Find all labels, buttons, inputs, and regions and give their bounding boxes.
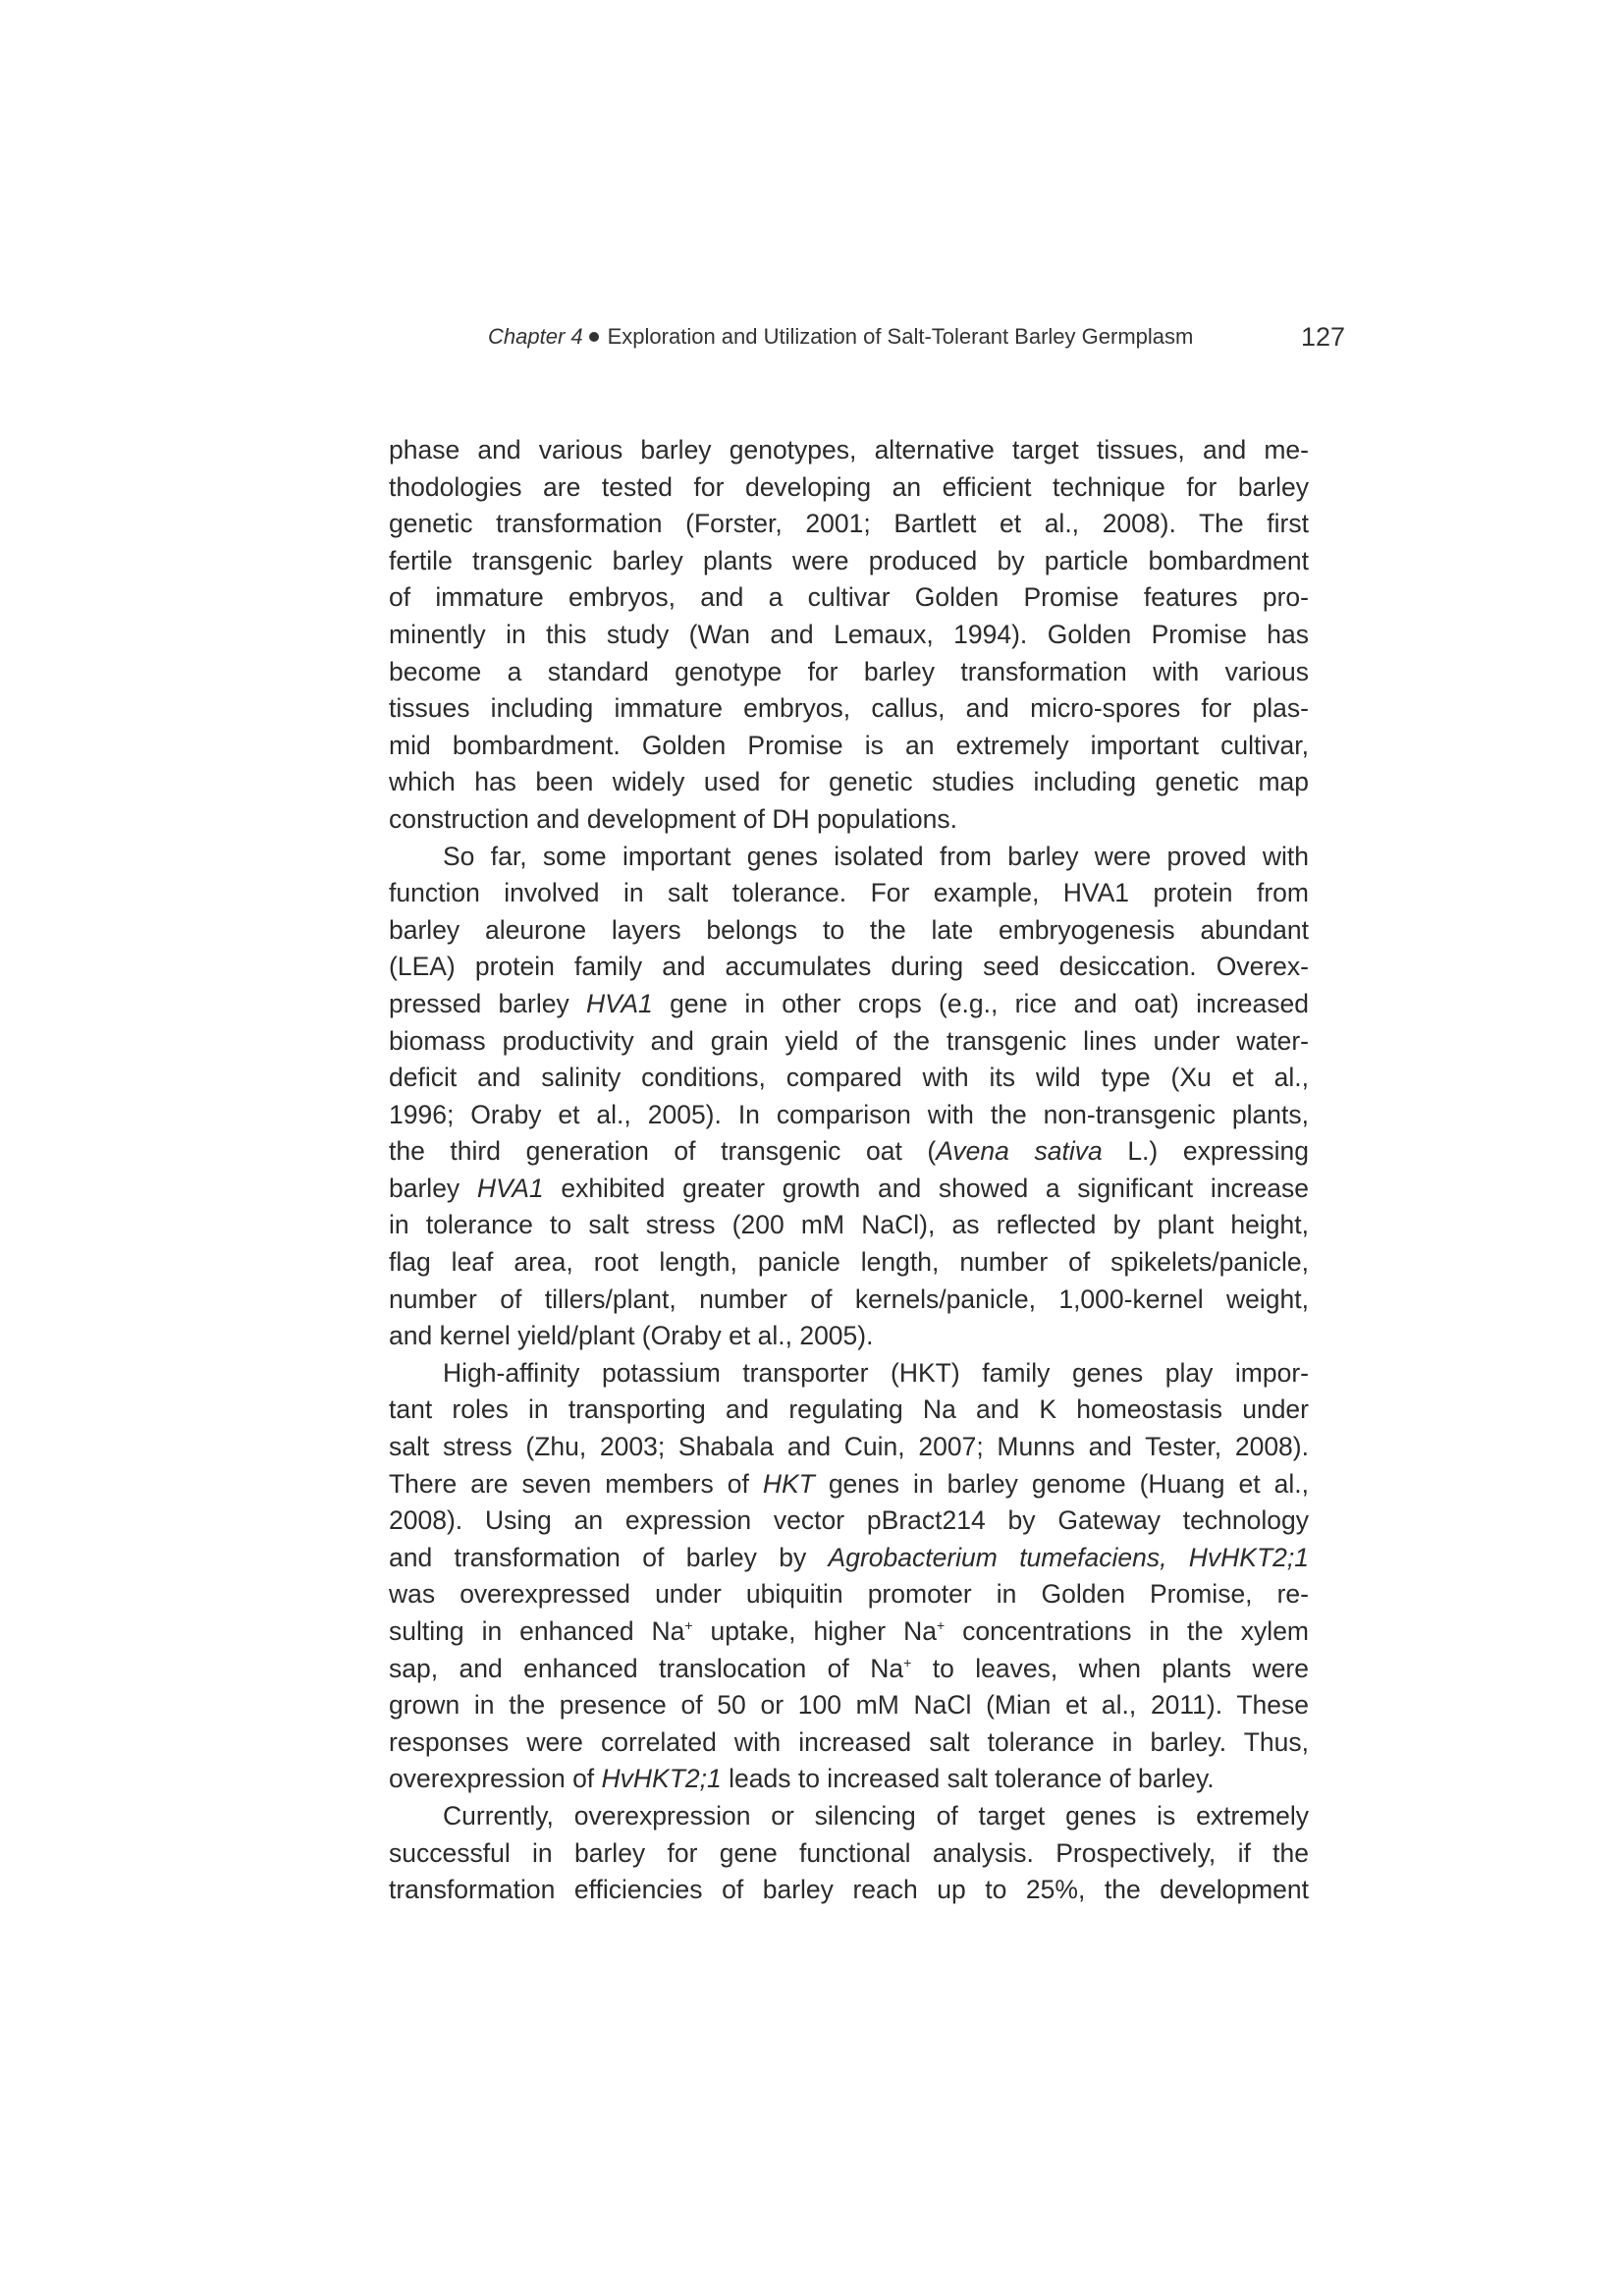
italic-term: Avena sativa: [936, 1136, 1103, 1167]
italic-term: Agrobacterium tumefaciens, HvHKT2;1: [828, 1542, 1309, 1572]
paragraph: [389, 839, 1309, 1355]
text-segment: become a standard genotype for barley transformation with various: [389, 656, 1309, 686]
text-line: [389, 764, 1309, 801]
text-line: [389, 1687, 1309, 1724]
superscript: +: [684, 1617, 693, 1633]
text-segment: deficit and salinity conditions, compared with its wild type (Xu et al.,: [389, 1063, 1309, 1093]
text-line: [389, 1540, 1309, 1577]
text-segment: sulting in enhanced Na: [389, 1616, 685, 1646]
text-segment: phase and various barley genotypes, alternative target tissues, and me-: [389, 435, 1309, 465]
chapter-label: Chapter 4: [488, 324, 583, 349]
text-segment: concentrations in the xylem: [945, 1616, 1310, 1646]
text-segment: flag leaf area, root length, panicle length, number of spikelets/panicle,: [389, 1247, 1309, 1278]
text-segment: responses were correlated with increased salt tolerance in barley. Thus,: [389, 1726, 1309, 1757]
text-segment: mid bombardment. Golden Promise is an extremely important cultivar,: [389, 730, 1309, 760]
body-text: [389, 432, 1309, 1909]
text-line: [389, 543, 1309, 580]
text-line: [389, 1613, 1309, 1651]
text-line: [389, 1503, 1309, 1540]
text-segment: L.) expressing: [1102, 1136, 1309, 1167]
text-line: [389, 432, 1309, 469]
text-segment: thodologies are tested for developing an efficient technique for barley: [389, 471, 1309, 502]
text-segment: and transformation of barley by: [389, 1542, 829, 1572]
text-line: [389, 1060, 1309, 1097]
italic-term: HKT: [762, 1468, 815, 1499]
text-line: [389, 469, 1309, 507]
text-segment: was overexpressed under ubiquitin promoter in Golden Promise, re-: [389, 1579, 1309, 1610]
text-line: [389, 617, 1309, 654]
text-segment: genetic transformation (Forster, 2001; Bartlett et al., 2008). The first: [389, 509, 1309, 539]
text-segment: successful in barley for gene functional analysis. Prospectively, if the: [389, 1837, 1309, 1868]
text-segment: which has been widely used for genetic studies including genetic map: [389, 767, 1309, 797]
text-line: [389, 506, 1309, 543]
paragraph: [389, 1355, 1309, 1798]
text-segment: to leaves, when plants were: [911, 1653, 1309, 1683]
text-segment: function involved in salt tolerance. For example, HVA1 protein from: [389, 878, 1309, 908]
running-head: [488, 320, 1345, 354]
paragraph: [389, 432, 1309, 839]
text-line: [389, 1835, 1309, 1873]
text-segment: salt stress (Zhu, 2003; Shabala and Cuin, 2007; Munns and Tester, 2008).: [389, 1432, 1309, 1462]
text-segment: 2008). Using an expression vector pBract214 by Gateway technology: [389, 1505, 1309, 1536]
text-line: [389, 839, 1309, 876]
text-line: [389, 875, 1309, 912]
text-segment: and kernel yield/plant (Oraby et al., 2005).: [389, 1321, 874, 1351]
text-segment: transformation efficiencies of barley reach up to 25%, the development: [389, 1875, 1309, 1905]
text-segment: gene in other crops (e.g., rice and oat) increased: [652, 988, 1309, 1018]
text-line: [389, 654, 1309, 691]
text-segment: genes in barley genome (Huang et al.,: [814, 1468, 1309, 1499]
text-segment: number of tillers/plant, number of kernels/panicle, 1,000-kernel weight,: [389, 1284, 1309, 1314]
text-segment: tissues including immature embryos, callus, and micro-spores for plas-: [389, 693, 1309, 724]
text-line: [389, 1318, 1309, 1355]
text-segment: biomass productivity and grain yield of the transgenic lines under water-: [389, 1025, 1309, 1056]
text-segment: (LEA) protein family and accumulates during seed desiccation. Overex-: [389, 952, 1309, 982]
italic-term: HVA1: [586, 988, 653, 1018]
italic-term: HvHKT2;1: [601, 1764, 722, 1794]
text-line: [389, 1798, 1309, 1835]
text-segment: minently in this study (Wan and Lemaux, 1994). Golden Promise has: [389, 619, 1309, 649]
text-line: [389, 1244, 1309, 1282]
text-segment: So far, some important genes isolated from barley were proved with: [443, 841, 1309, 871]
text-segment: overexpression of: [389, 1764, 602, 1794]
bullet-separator-icon: [589, 332, 599, 342]
text-segment: fertile transgenic barley plants were produced by particle bombardment: [389, 545, 1309, 575]
text-line: [389, 1429, 1309, 1466]
text-segment: the third generation of transgenic oat (: [389, 1136, 937, 1167]
text-line: [389, 1023, 1309, 1061]
text-line: [389, 986, 1309, 1023]
text-line: [389, 912, 1309, 950]
text-segment: pressed barley: [389, 988, 587, 1018]
text-segment: leads to increased salt tolerance of barley.: [721, 1764, 1215, 1794]
text-line: [389, 1651, 1309, 1688]
text-segment: sap, and enhanced translocation of Na: [389, 1653, 904, 1683]
text-line: [389, 1171, 1309, 1208]
chapter-title: Exploration and Utilization of Salt-Tolerant Barley Germplasm: [607, 324, 1194, 349]
text-line: [389, 801, 1309, 839]
text-line: [389, 1392, 1309, 1429]
text-line: [389, 1761, 1309, 1798]
text-line: [389, 728, 1309, 765]
page-number: 127: [1300, 322, 1345, 352]
text-segment: barley: [389, 1173, 477, 1203]
text-line: [389, 1282, 1309, 1319]
text-segment: There are seven members of: [389, 1468, 763, 1499]
superscript: +: [936, 1617, 946, 1633]
text-line: [389, 1466, 1309, 1503]
text-segment: of immature embryos, and a cultivar Golden Promise features pro-: [389, 582, 1309, 613]
italic-term: HVA1: [476, 1173, 544, 1203]
text-segment: tant roles in transporting and regulating Na and K homeostasis under: [389, 1394, 1309, 1425]
text-segment: barley aleurone layers belongs to the late embryogenesis abundant: [389, 914, 1309, 945]
text-segment: grown in the presence of 50 or 100 mM NaCl (Mian et al., 2011). These: [389, 1690, 1309, 1721]
text-segment: construction and development of DH populations.: [389, 803, 957, 834]
text-line: [389, 1207, 1309, 1244]
text-line: [389, 1872, 1309, 1909]
text-segment: exhibited greater growth and showed a significant increase: [543, 1173, 1310, 1203]
paragraph: [389, 1798, 1309, 1909]
text-segment: uptake, higher Na: [692, 1616, 937, 1646]
text-segment: High-affinity potassium transporter (HKT) family genes play impor-: [443, 1357, 1309, 1388]
text-segment: Currently, overexpression or silencing of target genes is extremely: [443, 1800, 1309, 1831]
text-line: [389, 579, 1309, 617]
text-line: [389, 690, 1309, 728]
text-line: [389, 1097, 1309, 1134]
text-line: [389, 1724, 1309, 1762]
text-segment: 1996; Oraby et al., 2005). In comparison with the non-transgenic plants,: [389, 1099, 1309, 1129]
text-line: [389, 949, 1309, 986]
text-segment: in tolerance to salt stress (200 mM NaCl), as reflected by plant height,: [389, 1210, 1309, 1240]
text-line: [389, 1576, 1309, 1613]
text-line: [389, 1355, 1309, 1393]
text-line: [389, 1133, 1309, 1171]
superscript: +: [903, 1654, 912, 1670]
